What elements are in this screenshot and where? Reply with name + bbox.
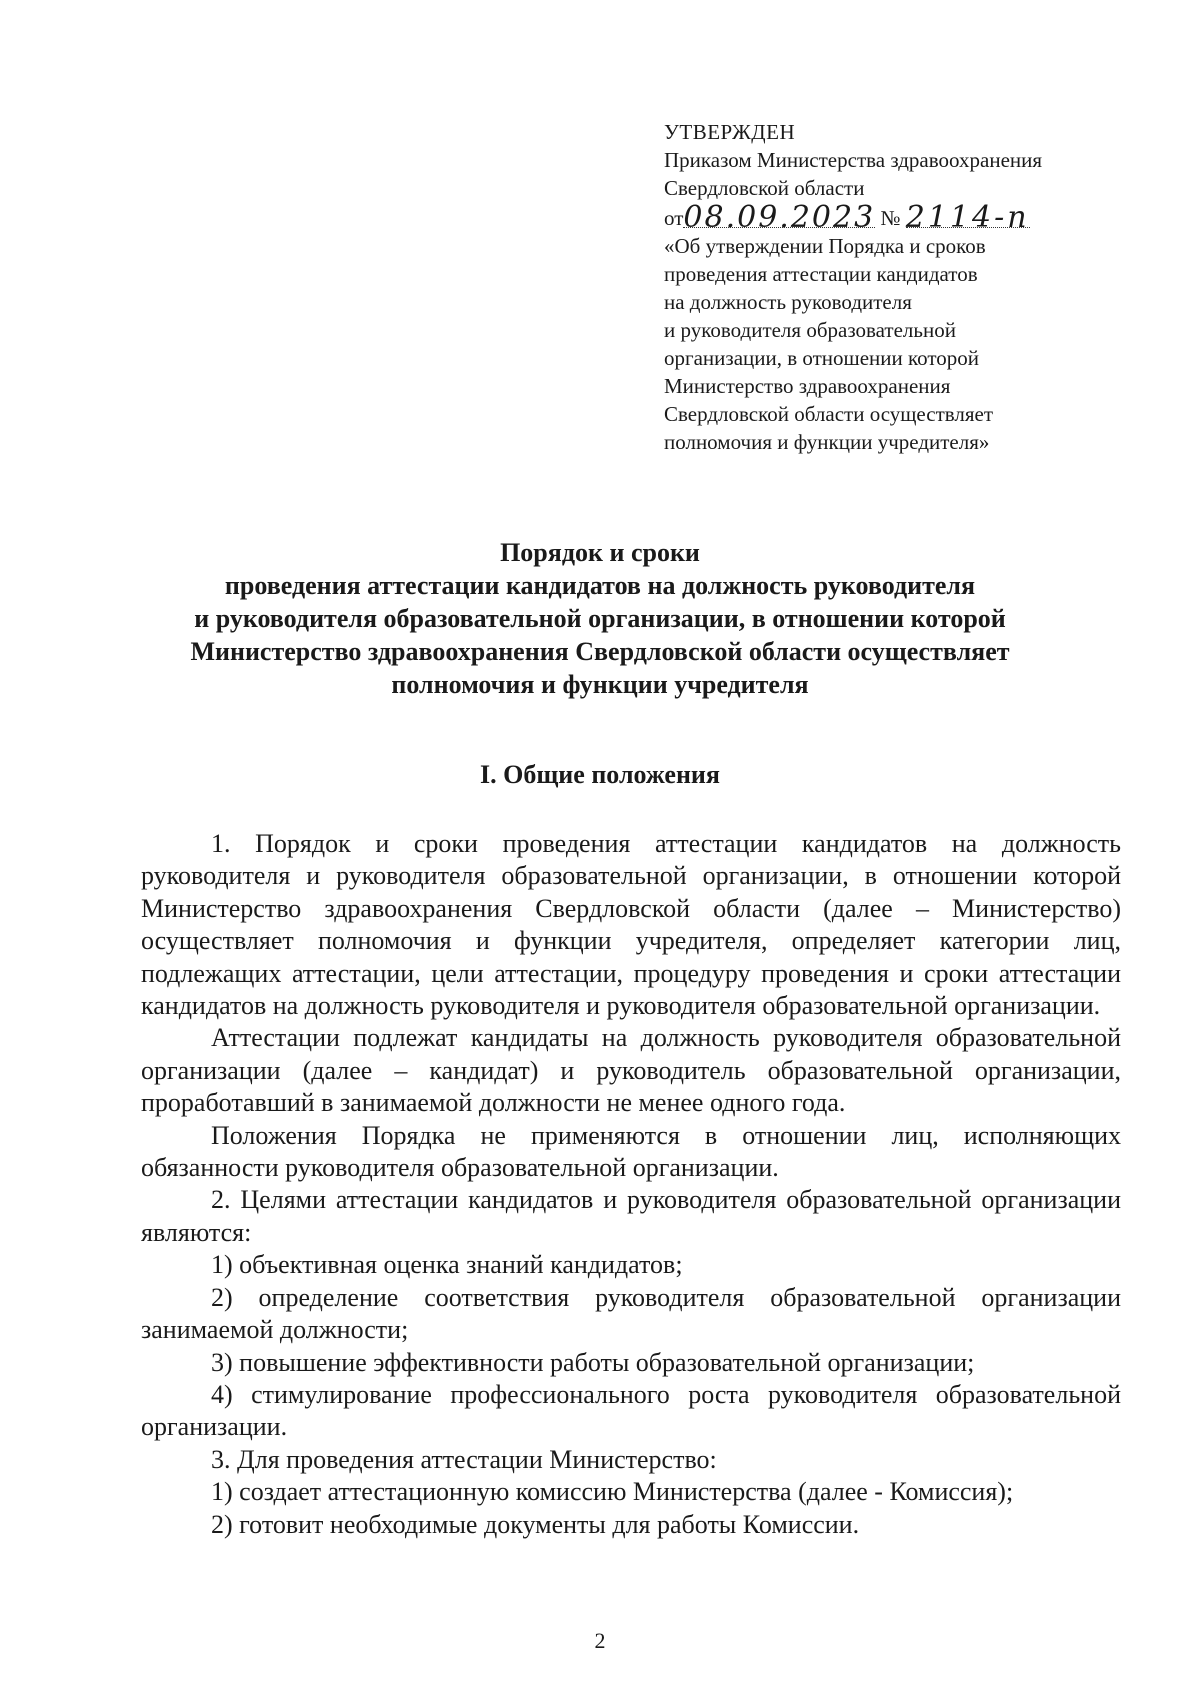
document-title: [150, 536, 1050, 701]
number-prefix: №: [880, 206, 901, 230]
title-line-4: Министерство здравоохранения Свердловской области осуществляет: [190, 637, 1010, 666]
approval-subject-3: на должность руководителя: [664, 290, 912, 314]
paragraph-1: 1. Порядок и сроки проведения аттестации кандидатов на должность руководителя и руководителя образовательной организации, в отношении которой Министерство здравоохранения Свердловской области (далее – Министерство) осуществляет полномочия и функции учредителя, определяет категории лиц, подлежащих аттестации, цели аттестации, процедуру проведения и сроки аттестации кандидатов на должность руководителя и руководителя образовательной организации.: [141, 829, 1121, 1021]
list-item-6: 2) готовит необходимые документы для работы Комиссии.: [211, 1509, 860, 1539]
title-line-2: проведения аттестации кандидатов на должность руководителя: [224, 571, 976, 600]
approval-region-line: Свердловской области: [664, 176, 865, 200]
paragraph-4: 2. Целями аттестации кандидатов и руководителя образовательной организации являются:: [141, 1185, 1121, 1247]
approval-subject-1: «Об утверждении Порядка и сроков: [664, 234, 986, 258]
section-heading: I. Общие положения: [480, 760, 720, 789]
list-item-3: 3) повышение эффективности работы образовательной организации;: [211, 1347, 975, 1377]
approval-block: [664, 118, 1104, 456]
approval-heading: УТВЕРЖДЕН: [664, 120, 796, 144]
title-line-5: полномочия и функции учредителя: [391, 670, 809, 699]
list-item-4: 4) стимулирование профессионального роста руководителя образовательной организации.: [141, 1379, 1121, 1442]
handwritten-date: 08.09.2023: [683, 200, 876, 235]
paragraph-3: Положения Порядка не применяются в отношении лиц, исполняющих обязанности руководителя образовательной организации.: [141, 1120, 1121, 1183]
page-number: 2: [594, 1628, 606, 1653]
title-line-3: и руководителя образовательной организации, в отношении которой: [194, 604, 1006, 633]
approval-subject-7: Свердловской области осуществляет: [664, 402, 994, 426]
approval-subject-6: Министерство здравоохранения: [664, 374, 951, 398]
approval-subject-5: организации, в отношении которой: [664, 346, 979, 370]
paragraph-2: Аттестации подлежат кандидаты на должность руководителя образовательной организации (далее – кандидат) и руководитель образовательной организации, проработавший в занимаемой должности не менее одного года.: [141, 1023, 1121, 1118]
list-item-2: 2) определение соответствия руководителя образовательной организации занимаемой должности;: [141, 1282, 1121, 1345]
approval-date-number-line: [664, 200, 1104, 235]
approval-order-line: Приказом Министерства здравоохранения: [664, 148, 1043, 172]
approval-subject-4: и руководителя образовательной: [664, 318, 956, 342]
title-line-1: Порядок и сроки: [500, 538, 700, 567]
list-item-1: 1) объективная оценка знаний кандидатов;: [211, 1250, 683, 1280]
paragraph-5: 3. Для проведения аттестации Министерство:: [211, 1444, 717, 1474]
handwritten-number: 2114-п: [905, 200, 1030, 235]
approval-subject-2: проведения аттестации кандидатов: [664, 262, 978, 286]
date-prefix: от: [664, 206, 684, 230]
document-body: [141, 828, 1121, 1541]
list-item-5: 1) создает аттестационную комиссию Министерства (далее - Комиссия);: [211, 1477, 1014, 1507]
approval-subject-8: полномочия и функции учредителя»: [664, 430, 990, 454]
